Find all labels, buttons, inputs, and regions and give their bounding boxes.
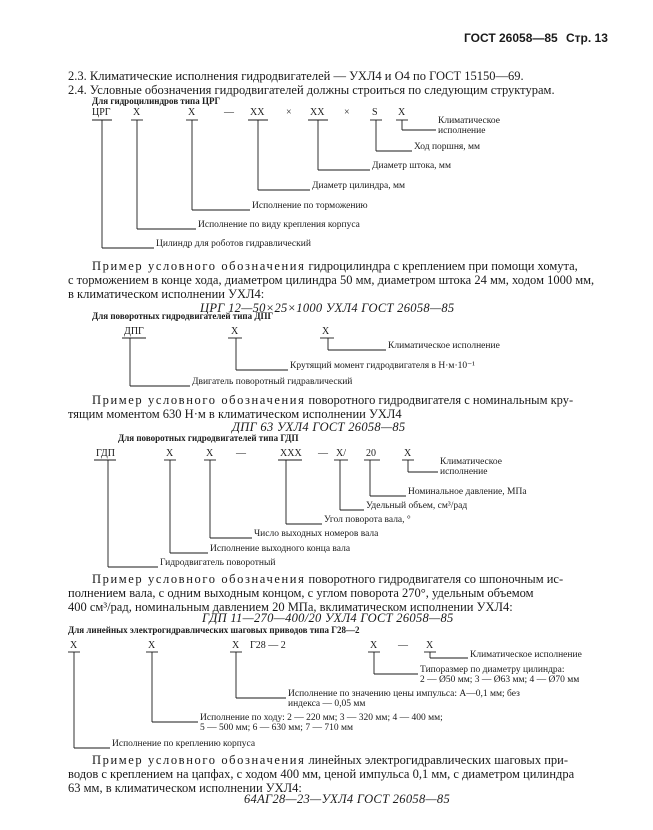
example-3-line-2: полнением вала, с одним выходным концом, с углом поворота 270°, удельным объемом	[68, 586, 534, 600]
code-climatic-2: Х	[322, 326, 330, 337]
code-gdp: ГДП	[96, 448, 115, 459]
code-stroke-4: Х	[148, 640, 156, 651]
code-cyl: ХХ	[250, 107, 265, 118]
code-volume: Х/	[336, 448, 346, 459]
diagram-4-leaders	[68, 652, 468, 748]
example-1-line-1: Пример условного обозначения гидроцилиндра с креплением при помощи хомута,	[92, 259, 578, 273]
code-pressure: 20	[366, 448, 376, 459]
label-mount: Исполнение по виду крепления корпуса	[198, 220, 360, 230]
page-number: Стр. 13	[566, 31, 608, 45]
code-dash-3a: —	[236, 448, 246, 459]
diagram-2-caption: Для поворотных гидродвигателей типа ДПГ	[92, 311, 274, 321]
label-climatic-4: Климатическое исполнение	[470, 650, 582, 660]
example-3-line-1: Пример условного обозначения поворотного гидродвигателя со шпоночным ис-	[92, 572, 564, 586]
code-mount: Х	[133, 107, 141, 118]
label-stroke-4-2: 5 — 500 мм; 6 — 630 мм; 7 — 710 мм	[200, 723, 353, 733]
code-dash: —	[224, 107, 234, 118]
code-angle: ХХХ	[280, 448, 302, 459]
code-torque: Х	[231, 326, 239, 337]
label-stroke-4-1: Исполнение по ходу: 2 — 220 мм; 3 — 320 мм; 4 — 400 мм;	[200, 713, 443, 723]
standard-number: ГОСТ 26058—85	[464, 31, 558, 45]
code-dash-3b: —	[318, 448, 328, 459]
label-type-gdp: Гидродвигатель поворотный	[160, 558, 276, 568]
example-3-line-3: 400 см³/рад, номинальным давлением 20 МПа, вклиматическом исполнении УХЛ4:	[68, 600, 513, 614]
code-climatic: Х	[398, 107, 406, 118]
label-climatic-3-1: Климатическое	[440, 457, 502, 467]
example-1-line-3: в климатическом исполнении УХЛ4:	[68, 287, 265, 301]
example-2-designation: ДПГ 63 УХЛ4 ГОСТ 26058—85	[232, 420, 406, 434]
code-times-2: ×	[344, 107, 350, 118]
label-brake: Исполнение по торможению	[252, 201, 368, 211]
label-type-dpg: Двигатель поворотный гидравлический	[192, 377, 353, 387]
paragraph-2-4: 2.4. Условные обозначения гидродвигателей должны строиться по следующим структурам.	[68, 83, 555, 97]
code-pulse: Х	[232, 640, 240, 651]
diagram-2-leaders	[122, 338, 386, 386]
example-2-line-1: Пример условного обозначения поворотного гидродвигателя с номинальным кру-	[92, 393, 574, 407]
label-climatic-3-2: исполнение	[440, 467, 488, 477]
code-size: Х	[370, 640, 378, 651]
code-brake: Х	[188, 107, 196, 118]
label-type: Цилиндр для роботов гидравлический	[156, 239, 311, 249]
label-climatic-2: исполнение	[438, 126, 486, 136]
label-pressure: Номинальное давление, МПа	[408, 487, 527, 497]
example-4-designation: 64АГ28—23—УХЛ4 ГОСТ 26058—85	[244, 792, 451, 806]
example-4-line-3: 63 мм, в климатическом исполнении УХЛ4:	[68, 781, 302, 795]
label-torque: Крутящий момент гидродвигателя в Н·м·10⁻¹	[290, 361, 475, 371]
label-pulse-2: индекса — 0,05 мм	[288, 699, 366, 709]
example-1-designation: ЦРГ 12—50×25×1000 УХЛ4 ГОСТ 26058—85	[200, 301, 455, 315]
label-shaft: Исполнение выходного конца вала	[210, 544, 351, 554]
example-3-designation: ГДП 11—270—400/20 УХЛ4 ГОСТ 26058—85	[202, 611, 454, 625]
code-mount-4: Х	[70, 640, 78, 651]
code-climatic-4: Х	[426, 640, 434, 651]
code-climatic-3: Х	[404, 448, 412, 459]
code-dpg: ДПГ	[124, 326, 144, 337]
example-4-line-1: Пример условного обозначения линейных электрогидравлических шаговых при-	[92, 753, 568, 767]
code-crg: ЦРГ	[92, 107, 111, 118]
label-climatic-dpg: Климатическое исполнение	[388, 341, 500, 351]
label-stroke: Ход поршня, мм	[414, 142, 481, 152]
example-2-line-2: тящим моментом 630 Н·м в климатическом исполнении УХЛ4	[68, 407, 402, 421]
label-climatic-1: Климатическое	[438, 116, 500, 126]
label-angle: Угол поворота вала, °	[324, 515, 411, 525]
paragraph-2-3: 2.3. Климатические исполнения гидродвигателей — УХЛ4 и О4 по ГОСТ 15150—69.	[68, 69, 524, 83]
label-cyl: Диаметр цилиндра, мм	[312, 181, 406, 191]
label-size-1: Типоразмер по диаметру цилиндра:	[420, 665, 565, 675]
code-times-1: ×	[286, 107, 292, 118]
label-rod: Диаметр штока, мм	[372, 161, 451, 171]
diagram-1-caption: Для гидроцилиндров типа ЦРГ	[92, 96, 221, 106]
code-shaft: Х	[166, 448, 174, 459]
example-1-line-2: с торможением в конце хода, диаметром цилиндра 50 мм, диаметром штока 24 мм, ходом 1000 мм,	[68, 273, 595, 287]
label-size-2: 2 — Ø50 мм; 3 — Ø63 мм; 4 — Ø70 мм	[420, 675, 580, 685]
code-outputs: Х	[206, 448, 214, 459]
label-mount-4: Исполнение по креплению корпуса	[112, 739, 256, 749]
code-dash-4: —	[398, 640, 408, 651]
code-g28: Г28 — 2	[250, 640, 286, 651]
label-pulse-1: Исполнение по значению цены импульса: А—0,1 мм; без	[288, 689, 520, 699]
diagram-3-caption: Для поворотных гидродвигателей типа ГДП	[118, 433, 299, 443]
diagram-4-caption: Для линейных электрогидравлических шаговых приводов типа Г28—2	[68, 625, 360, 635]
label-outputs: Число выходных номеров вала	[254, 529, 379, 539]
code-stroke: S	[372, 107, 378, 118]
example-4-line-2: водов с креплением на цапфах, с ходом 400 мм, ценой импульса 0,1 мм, с диаметром цилиндра	[68, 767, 575, 781]
label-volume: Удельный объем, см³/рад	[366, 501, 468, 511]
diagram-1-leaders	[92, 120, 436, 248]
code-rod: ХХ	[310, 107, 325, 118]
diagram-3-leaders	[94, 460, 438, 567]
